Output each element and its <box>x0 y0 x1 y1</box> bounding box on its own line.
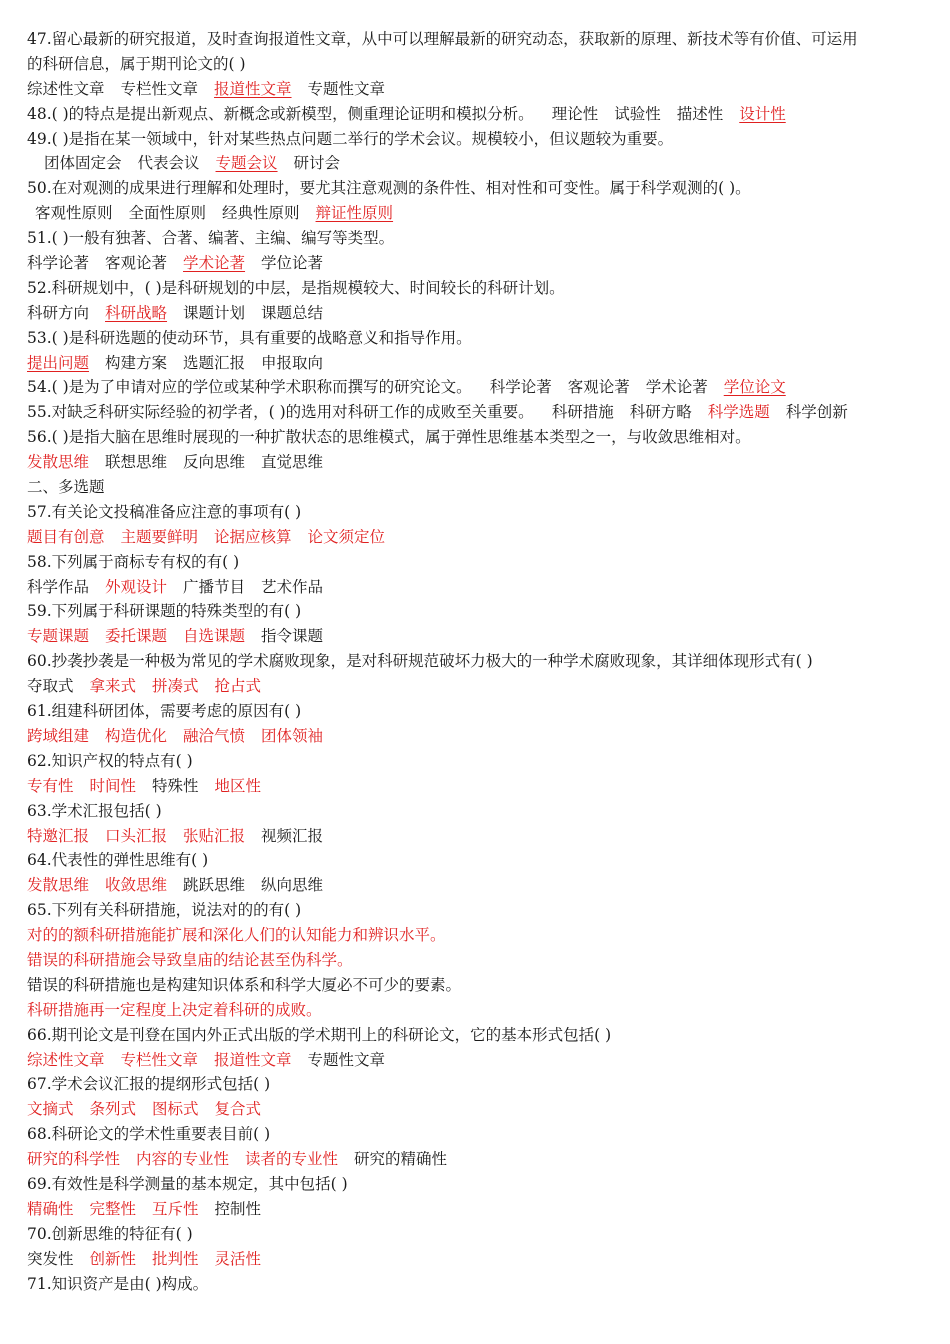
answer-option-correct: 拼凑式 <box>152 677 199 696</box>
question-text: 二、多选题 <box>27 478 105 497</box>
question-text: 51.( )一般有独著、合著、编著、主编、编写等类型。 <box>27 229 395 248</box>
options-line <box>27 450 927 475</box>
question-line <box>27 848 927 873</box>
options-line <box>27 1147 927 1172</box>
answer-option: 科研措施 <box>551 403 614 422</box>
answer-option: 专题性文章 <box>307 79 386 98</box>
answer-option-correct: 专栏性文章 <box>120 1050 199 1069</box>
answer-option-correct: 外观设计 <box>105 577 168 596</box>
answer-option: 艺术作品 <box>261 577 324 596</box>
options-line <box>27 351 927 376</box>
options-line <box>27 77 927 102</box>
answer-option: 夺取式 <box>27 677 74 696</box>
answer-option: 申报取向 <box>261 353 324 372</box>
question-line <box>27 375 927 400</box>
options-line <box>27 525 927 550</box>
question-text: 62.知识产权的特点有( ) <box>27 751 193 770</box>
answer-option-correct: 综述性文章 <box>27 1050 105 1069</box>
answer-option: 视频汇报 <box>261 826 324 845</box>
answer-option-correct: 批判性 <box>152 1249 199 1268</box>
answer-option: 跳跃思维 <box>183 876 246 895</box>
answer-option-correct: 拿来式 <box>89 677 137 696</box>
answer-option-correct: 创新性 <box>89 1249 137 1268</box>
answer-option: 课题总结 <box>261 303 324 322</box>
question-text: 70.创新思维的特征有( ) <box>27 1224 193 1243</box>
question-text: 47.留心最新的研究报道，及时查询报道性文章，从中可以理解最新的研究动态，获取新的原理、新技术等有价值、可运用 <box>27 30 858 48</box>
answer-option-correct: 研究的科学性 <box>27 1150 121 1169</box>
question-line <box>27 649 927 674</box>
answer-option: 代表会议 <box>137 154 200 173</box>
answer-option-correct: 文摘式 <box>27 1100 74 1119</box>
answer-option-correct: 主题要鲜明 <box>120 527 199 546</box>
question-text: 50.在对观测的成果进行理解和处理时，要尤其注意观测的条件性、相对性和可变性。属于科学观测的( )。 <box>27 179 751 198</box>
options-line <box>27 923 927 948</box>
answer-option: 突发性 <box>27 1249 74 1268</box>
options-line <box>27 1247 927 1272</box>
answer-option-correct: 委托课题 <box>105 627 168 646</box>
answer-option-correct: 设计性 <box>739 104 786 123</box>
answer-option: 科学创新 <box>785 403 848 422</box>
answer-option: 特殊性 <box>152 776 199 795</box>
answer-option-correct: 特邀汇报 <box>27 826 90 845</box>
answer-option-correct: 精确性 <box>27 1199 74 1218</box>
answer-option-correct: 科研战略 <box>105 303 168 322</box>
question-text: 66.期刊论文是刊登在国内外正式出版的学术期刊上的科研论文，它的基本形式包括( ) <box>27 1025 612 1044</box>
answer-option: 描述性 <box>676 104 724 123</box>
question-line <box>27 326 927 351</box>
answer-option-correct: 口头汇报 <box>105 826 168 845</box>
question-text: 58.下列属于商标专有权的有( ) <box>27 552 240 571</box>
answer-option-correct: 提出问题 <box>27 353 90 372</box>
answer-option-correct: 收敛思维 <box>105 876 168 895</box>
answer-option-correct: 学位论文 <box>723 378 786 397</box>
question-line <box>27 475 927 500</box>
answer-option-correct: 互斥性 <box>152 1199 199 1218</box>
answer-option-correct: 完整性 <box>89 1199 137 1218</box>
question-text: 56.( )是指大脑在思维时展现的一种扩散状态的思维模式，属于弹性思维基本类型之一，与收敛思维相对。 <box>27 428 751 447</box>
question-text: 52.科研规划中，( )是科研规划的中层，是指规模较大、时间较长的科研计划。 <box>27 278 565 297</box>
options-line <box>27 201 927 226</box>
question-line <box>27 1272 927 1297</box>
answer-option: 专栏性文章 <box>120 79 199 98</box>
answer-option-correct: 错误的科研措施会导致皇庙的结论甚至伪科学。 <box>27 950 353 969</box>
answer-option: 专题性文章 <box>307 1050 386 1069</box>
answer-option-correct: 条列式 <box>89 1100 137 1119</box>
answer-option-correct: 科学选题 <box>707 403 770 422</box>
answer-option-correct: 专题课题 <box>27 627 90 646</box>
answer-option: 科学作品 <box>27 577 90 596</box>
answer-option-correct: 图标式 <box>152 1100 199 1119</box>
answer-option: 科学论著 <box>489 378 552 397</box>
options-line <box>27 873 927 898</box>
question-text: 54.( )是为了申请对应的学位或某种学术职称而撰写的研究论文。 <box>27 378 472 397</box>
answer-option-correct: 论据应核算 <box>214 527 292 546</box>
answer-option-correct: 灵活性 <box>214 1249 262 1268</box>
answer-option-correct: 学术论著 <box>183 254 246 273</box>
options-line <box>27 948 927 973</box>
answer-option-correct: 自选课题 <box>183 627 246 646</box>
answer-option-correct: 时间性 <box>89 776 137 795</box>
answer-option-correct: 构造优化 <box>105 726 168 745</box>
options-line <box>27 774 927 799</box>
answer-option: 选题汇报 <box>183 353 246 372</box>
question-line <box>27 1072 927 1097</box>
question-line <box>27 276 927 301</box>
answer-option-correct: 复合式 <box>214 1100 262 1119</box>
question-line <box>27 1172 927 1197</box>
question-line <box>27 749 927 774</box>
question-text: 60.抄袭抄袭是一种极为常见的学术腐败现象，是对科研规范破坏力极大的一种学术腐败现象，其详细体现形式有( ) <box>27 652 813 671</box>
question-text: 64.代表性的弹性思维有( ) <box>27 851 209 870</box>
answer-option: 学术论著 <box>645 378 708 397</box>
question-line <box>27 226 927 251</box>
answer-option: 错误的科研措施也是构建知识体系和科学大厦必不可少的要素。 <box>27 975 462 994</box>
answer-option: 经典性原则 <box>222 204 300 223</box>
answer-option-correct: 论文须定位 <box>307 527 386 546</box>
answer-option: 研讨会 <box>293 154 341 173</box>
question-line <box>27 400 927 425</box>
question-text: 61.组建科研团体，需要考虑的原因有( ) <box>27 702 302 721</box>
answer-option-correct: 发散思维 <box>27 453 90 472</box>
answer-option: 构建方案 <box>105 353 168 372</box>
answer-option: 客观论著 <box>567 378 630 397</box>
options-line <box>27 624 927 649</box>
answer-option: 综述性文章 <box>27 79 105 98</box>
question-text: 65.下列有关科研措施，说法对的的有( ) <box>27 901 302 920</box>
answer-option-correct: 科研措施再一定程度上决定着科研的成败。 <box>27 1000 322 1019</box>
options-line <box>27 301 927 326</box>
question-line <box>27 176 927 201</box>
answer-option: 科研方略 <box>629 403 692 422</box>
answer-option: 反向思维 <box>183 453 246 472</box>
answer-option: 指令课题 <box>261 627 324 646</box>
answer-option-correct: 读者的专业性 <box>245 1150 339 1169</box>
options-line <box>27 824 927 849</box>
answer-option: 联想思维 <box>105 453 168 472</box>
answer-option: 全面性原则 <box>128 204 207 223</box>
answer-option: 控制性 <box>214 1199 262 1218</box>
answer-option-correct: 内容的专业性 <box>136 1150 230 1169</box>
question-line <box>27 1122 927 1147</box>
question-line <box>27 1222 927 1247</box>
exam-document <box>27 27 927 1296</box>
answer-option: 理论性 <box>551 104 599 123</box>
question-text: 57.有关论文投稿准备应注意的事项有( ) <box>27 502 302 521</box>
question-line <box>27 127 927 152</box>
answer-option-correct: 张贴汇报 <box>183 826 246 845</box>
answer-option-correct: 地区性 <box>214 776 262 795</box>
answer-option: 试验性 <box>614 104 661 123</box>
options-line <box>27 1197 927 1222</box>
answer-option-correct: 发散思维 <box>27 876 90 895</box>
answer-option-correct: 报道性文章 <box>214 79 292 98</box>
question-line <box>27 1023 927 1048</box>
options-line <box>27 251 927 276</box>
question-text: 48.( )的特点是提出新观点、新概念或新模型，侧重理论证明和模拟分析。 <box>27 104 534 123</box>
answer-option: 直觉思维 <box>261 453 324 472</box>
answer-option: 课题计划 <box>183 303 246 322</box>
answer-option: 客观论著 <box>105 254 168 273</box>
answer-option-correct: 对的的额科研措施能扩展和深化人们的认知能力和辨识水平。 <box>27 926 446 945</box>
options-line <box>27 1097 927 1122</box>
question-text: 63.学术汇报包括( ) <box>27 801 162 820</box>
options-line <box>27 998 927 1023</box>
options-line <box>27 1048 927 1073</box>
answer-option: 纵向思维 <box>261 876 324 895</box>
question-line <box>27 550 927 575</box>
answer-option-correct: 报道性文章 <box>214 1050 292 1069</box>
answer-option: 学位论著 <box>261 254 324 273</box>
answer-option: 团体固定会 <box>44 154 122 173</box>
question-text: 53.( )是科研选题的使动环节，具有重要的战略意义和指导作用。 <box>27 328 472 347</box>
question-text: 的科研信息，属于期刊论文的( ) <box>27 54 246 73</box>
question-text: 67.学术会议汇报的提纲形式包括( ) <box>27 1075 271 1094</box>
question-text: 49.( )是指在某一领域中，针对某些热点问题二举行的学术会议。规模较小，但议题较为重要。 <box>27 129 674 148</box>
answer-option-correct: 融洽气愤 <box>183 726 246 745</box>
answer-option-correct: 跨域组建 <box>27 726 90 745</box>
question-text: 71.知识资产是由( )构成。 <box>27 1274 209 1293</box>
answer-option: 客观性原则 <box>35 204 113 223</box>
answer-option: 广播节目 <box>183 577 246 596</box>
answer-option-correct: 团体领袖 <box>261 726 324 745</box>
question-line <box>27 799 927 824</box>
answer-option-correct: 辩证性原则 <box>315 204 394 223</box>
options-line <box>27 151 927 176</box>
options-line <box>27 724 927 749</box>
options-line <box>27 575 927 600</box>
answer-option: 研究的精确性 <box>354 1150 448 1169</box>
answer-option-correct: 专题会议 <box>215 154 278 173</box>
question-line <box>27 27 927 52</box>
options-line <box>27 674 927 699</box>
answer-option-correct: 抢占式 <box>214 677 262 696</box>
question-line <box>27 599 927 624</box>
answer-option: 科研方向 <box>27 303 90 322</box>
question-line <box>27 500 927 525</box>
answer-option-correct: 专有性 <box>27 776 74 795</box>
question-text: 69.有效性是科学测量的基本规定，其中包括( ) <box>27 1174 348 1193</box>
question-line <box>27 699 927 724</box>
question-line <box>27 102 927 127</box>
question-line <box>27 425 927 450</box>
answer-option-correct: 题目有创意 <box>27 527 105 546</box>
answer-option: 科学论著 <box>27 254 90 273</box>
question-line <box>27 52 927 77</box>
question-text: 55.对缺乏科研实际经验的初学者，( )的选用对科研工作的成败至关重要。 <box>27 403 534 422</box>
question-line <box>27 898 927 923</box>
options-line <box>27 973 927 998</box>
question-text: 68.科研论文的学术性重要表目前( ) <box>27 1125 271 1144</box>
question-text: 59.下列属于科研课题的特殊类型的有( ) <box>27 602 302 621</box>
